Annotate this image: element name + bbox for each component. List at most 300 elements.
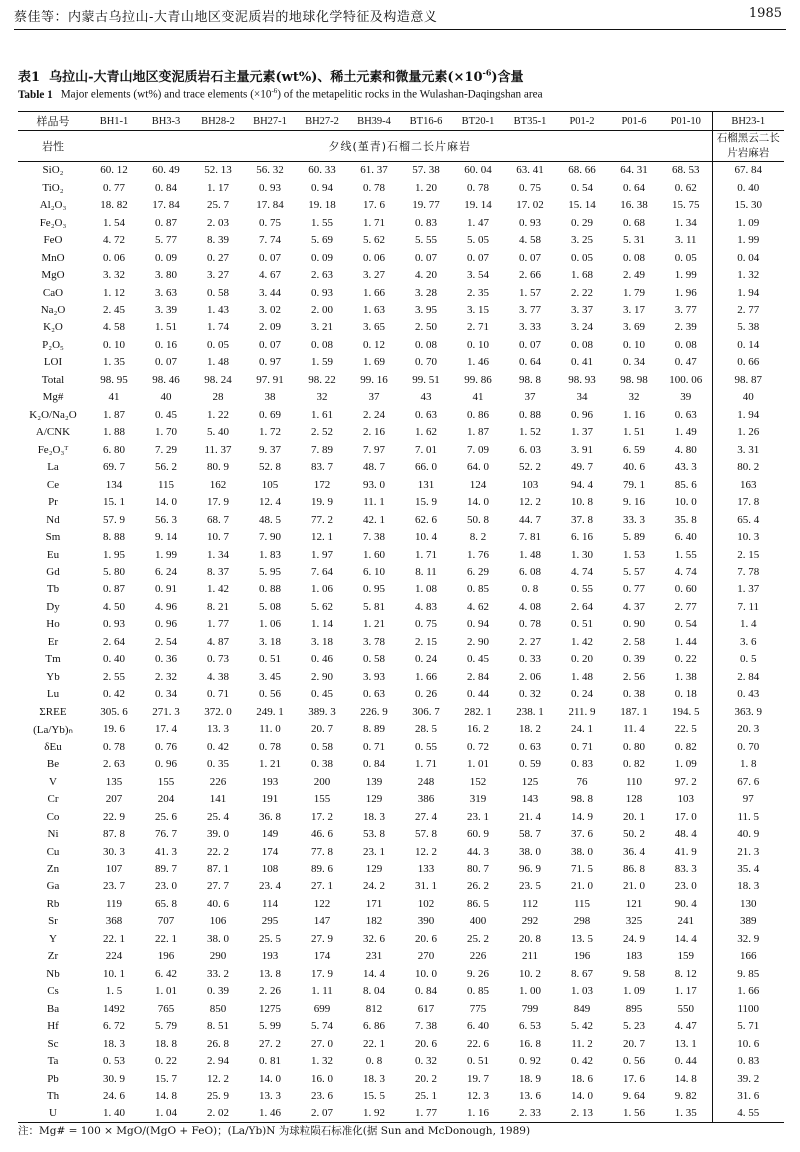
table-cell: 226 [469, 950, 487, 963]
table-cell: 23. 6 [311, 1090, 333, 1103]
table-cell: 18. 3 [363, 810, 385, 823]
table-cell: 28. 5 [415, 723, 437, 736]
table-cell: 48. 4 [674, 828, 697, 841]
table-cell: 7. 01 [415, 443, 437, 456]
table-cell: 17. 6 [363, 199, 385, 212]
table-cell: 11. 37 [204, 443, 232, 456]
row-label: La [47, 461, 59, 474]
table-row [18, 895, 784, 912]
table-cell: 13. 3 [207, 723, 229, 736]
row-label: Nd [46, 513, 60, 526]
table-cell: 41 [108, 391, 120, 404]
table-cell: 0. 93 [103, 618, 125, 631]
table-cell: 32 [628, 391, 640, 404]
table-cell: 80. 2 [712, 458, 784, 475]
table-cell: 18. 8 [155, 1037, 177, 1050]
table-cell: 19. 14 [464, 199, 492, 212]
table-cell: 0. 27 [207, 251, 229, 264]
page-number: 1985 [748, 6, 782, 21]
table-cell: 3. 32 [103, 269, 125, 282]
table-cell: 319 [469, 793, 487, 806]
table-cell: 390 [417, 915, 435, 928]
table-cell: 3. 78 [363, 635, 385, 648]
row-label: Fe₂O₃ᵀ [37, 443, 69, 456]
table-cell: 2. 50 [415, 321, 437, 334]
table-cell: 0. 41 [571, 356, 593, 369]
table-cell: 39. 2 [712, 1070, 784, 1087]
table-cell: 1. 54 [103, 216, 125, 229]
table-cell: 2. 39 [674, 321, 697, 334]
table-row [18, 843, 784, 860]
table-cell: 2. 13 [556, 1105, 608, 1122]
row-label: Cu [46, 845, 60, 858]
table-cell: 200 [313, 775, 331, 788]
table-cell: 249. 1 [256, 705, 284, 718]
table-row [18, 773, 784, 790]
table-cell: 1. 21 [363, 618, 385, 631]
table-cell: 103 [521, 478, 539, 491]
table-cell: 2. 15 [712, 546, 784, 563]
table-cell: 93. 0 [363, 478, 385, 491]
sample-number-header: 样品号 [18, 112, 88, 131]
table-cell: 11. 0 [259, 723, 281, 736]
table-cell: 6. 40 [467, 1020, 489, 1033]
row-label: P₂O₅ [42, 338, 64, 351]
table-cell: 0. 77 [103, 181, 125, 194]
table-cell: 10. 3 [712, 528, 784, 545]
table-cell: 96. 9 [519, 862, 541, 875]
sample-header: BT20-1 [452, 112, 504, 131]
table-cell: 5. 71 [712, 1017, 784, 1034]
table-cell: 3. 65 [363, 321, 385, 334]
sample-header: BH3-3 [140, 112, 192, 131]
row-label: Cr [47, 793, 59, 806]
table-cell: 3. 17 [623, 303, 645, 316]
table-cell: 0. 32 [519, 688, 541, 701]
table-cell: 2. 33 [504, 1105, 556, 1122]
table-cell: 0. 06 [103, 251, 125, 264]
table-cell: 0. 69 [259, 408, 281, 421]
table-cell: 107 [105, 862, 123, 875]
table-cell: 0. 47 [674, 356, 697, 369]
table-cell: 141 [209, 793, 227, 806]
table-cell: 0. 29 [571, 216, 593, 229]
table-cell: 0. 04 [712, 249, 784, 266]
table-cell: 4. 20 [415, 269, 437, 282]
table-cell: 23. 0 [155, 880, 177, 893]
table-cell: 97. 91 [256, 373, 284, 386]
table-row [18, 511, 784, 528]
table-cell: 10. 8 [571, 496, 593, 509]
table-cell: 36. 4 [623, 845, 645, 858]
table-cell: 174 [313, 950, 331, 963]
table-row [18, 231, 784, 248]
row-label: Sr [48, 915, 58, 928]
table-cell: 707 [157, 915, 175, 928]
table-cell: 1. 16 [623, 408, 645, 421]
table-cell: 124 [469, 478, 487, 491]
table-cell: 9. 82 [674, 1090, 697, 1103]
table-cell: 40. 6 [207, 897, 229, 910]
table-cell: 1. 51 [155, 321, 177, 334]
table-cell: 1. 06 [311, 583, 333, 596]
table-row [18, 406, 784, 423]
table-cell: 25. 9 [207, 1090, 229, 1103]
table-cell: 0. 46 [311, 653, 333, 666]
table-cell: 159 [677, 950, 694, 963]
table-cell: 1. 56 [608, 1105, 660, 1122]
table-cell: 1. 59 [311, 356, 333, 369]
table-cell: 1492 [103, 1002, 125, 1015]
table-cell: 115 [573, 897, 591, 910]
table-cell: 56. 2 [155, 461, 177, 474]
table-cell: 3. 31 [712, 441, 784, 458]
table-cell: 14. 4 [674, 932, 697, 945]
table-cell: 5. 74 [311, 1020, 333, 1033]
table-cell: 2. 77 [712, 301, 784, 318]
table-cell: 0. 97 [259, 356, 281, 369]
sample-header: BH27-1 [244, 112, 296, 131]
table-cell: 147 [313, 915, 331, 928]
table-cell: 2. 63 [103, 758, 125, 771]
running-header [14, 6, 786, 28]
table-cell: 6. 08 [519, 566, 541, 579]
table-cell: 0. 71 [571, 740, 593, 753]
table-row [18, 825, 784, 842]
row-label: Y [49, 932, 57, 945]
table-cell: 3. 24 [571, 321, 593, 334]
table-cell: 17. 2 [311, 810, 333, 823]
table-cell: 61. 37 [360, 164, 388, 177]
table-cell: 17. 4 [155, 723, 177, 736]
table-cell: 2. 64 [571, 600, 593, 613]
table-cell: 1. 09 [623, 985, 645, 998]
table-cell: 1. 71 [363, 216, 385, 229]
table-cell: 0. 09 [155, 251, 177, 264]
table-caption-cn [18, 66, 524, 85]
table-cell: 7. 64 [311, 566, 333, 579]
caption-cn-title: 乌拉山-大青山地区变泥质岩石主量元素(wt%)、稀土元素和微量元素(×10 [49, 70, 483, 85]
table-cell: 325 [625, 915, 643, 928]
table-cell: 14. 9 [571, 810, 593, 823]
table-row [18, 266, 784, 283]
table-cell: 0. 78 [519, 618, 541, 631]
table-cell: 226. 9 [360, 705, 388, 718]
table-cell: 400 [469, 915, 487, 928]
row-label: Pb [47, 1072, 59, 1085]
table-cell: 15. 1 [103, 496, 125, 509]
caption-en-title: Major elements (wt%) and trace elements (×10 [60, 88, 272, 101]
row-label: Nb [46, 967, 60, 980]
table-cell: 40. 6 [623, 461, 645, 474]
row-label: Gd [46, 566, 60, 579]
table-cell: 2. 90 [311, 670, 333, 683]
table-cell: 1. 08 [415, 583, 437, 596]
table-cell: 1. 26 [712, 424, 784, 441]
table-cell: 68. 66 [568, 164, 596, 177]
row-label: Ga [46, 880, 60, 893]
table-cell: 0. 94 [311, 181, 333, 194]
table-row [18, 808, 784, 825]
table-cell: 0. 78 [103, 740, 125, 753]
table-row [18, 581, 784, 598]
table-cell: 13. 3 [259, 1090, 281, 1103]
table-cell: 1. 17 [207, 181, 229, 194]
table-cell: 76 [576, 775, 588, 788]
table-cell: 79. 1 [623, 478, 645, 491]
table-cell: 5. 99 [259, 1020, 281, 1033]
row-label: Pr [48, 496, 58, 509]
row-label: Er [47, 635, 59, 648]
table-cell: 4. 67 [259, 269, 281, 282]
row-label: Tm [45, 653, 61, 666]
table-cell: 617 [417, 1002, 435, 1015]
table-cell: 10. 6 [712, 1035, 784, 1052]
table-cell: 6. 16 [571, 531, 593, 544]
table-cell: 33. 3 [623, 513, 645, 526]
table-cell: 20. 7 [623, 1037, 645, 1050]
table-cell: 4. 38 [207, 670, 229, 683]
table-cell: 0. 85 [467, 985, 489, 998]
table-row [18, 721, 784, 738]
table-cell: 98. 46 [152, 373, 180, 386]
table-cell: 0. 51 [467, 1055, 489, 1068]
table-cell: 3. 02 [259, 303, 281, 316]
table-cell: 386 [417, 793, 435, 806]
table-cell: 226 [209, 775, 227, 788]
table-cell: 89. 6 [311, 862, 333, 875]
table-cell: 11. 1 [363, 496, 385, 509]
table-cell: 90. 4 [674, 897, 697, 910]
table-cell: 5. 69 [311, 234, 333, 247]
table-cell: 0. 05 [674, 251, 697, 264]
table-cell: 41 [472, 391, 484, 404]
table-row [18, 179, 784, 196]
table-cell: 6. 40 [674, 531, 697, 544]
table-cell: 12. 2 [207, 1072, 229, 1085]
table-cell: 10. 0 [415, 967, 437, 980]
table-cell: 18. 3 [712, 878, 784, 895]
row-label: δEu [44, 740, 62, 753]
table-cell: 196 [573, 950, 591, 963]
table-row [18, 913, 784, 930]
table-cell: 812 [365, 1002, 383, 1015]
table-cell: 152 [469, 775, 487, 788]
table-cell: 2. 06 [519, 670, 541, 683]
table-cell: 6. 42 [155, 967, 177, 980]
table-cell: 5. 23 [623, 1020, 645, 1033]
table-cell: 1. 42 [207, 583, 229, 596]
table-cell: 238. 1 [516, 705, 544, 718]
table-cell: 0. 07 [155, 356, 177, 369]
table-cell: 9. 26 [467, 967, 489, 980]
table-cell: 0. 59 [519, 758, 541, 771]
table-cell: 106 [209, 915, 227, 928]
table-cell: 17. 84 [256, 199, 284, 212]
row-label: K₂O/Na₂O [29, 408, 77, 421]
table-cell: 9. 64 [623, 1090, 645, 1103]
row-label: SiO₂ [42, 164, 64, 177]
sample-header: BH28-2 [192, 112, 244, 131]
table-cell: 4. 50 [103, 600, 125, 613]
table-cell: 3. 33 [519, 321, 541, 334]
table-cell: 1. 09 [712, 214, 784, 231]
table-cell: 17. 84 [152, 199, 180, 212]
table-cell: 0. 56 [623, 1055, 645, 1068]
table-cell: 1. 51 [623, 426, 645, 439]
table-cell: 30. 9 [103, 1072, 125, 1085]
table-cell: 3. 54 [467, 269, 489, 282]
table-cell: 0. 84 [363, 758, 385, 771]
table-cell: 14. 8 [155, 1090, 177, 1103]
caption-en-title-end: ) of the metapelitic rocks in the Wulashan-Daqingshan area [277, 88, 543, 101]
table-cell: 0. 82 [623, 758, 645, 771]
table-cell: 4. 74 [674, 566, 697, 579]
table-cell: 83. 7 [311, 461, 333, 474]
table-cell: 1. 17 [674, 985, 697, 998]
table-cell: 14. 8 [674, 1072, 697, 1085]
table-cell: 5. 05 [467, 234, 489, 247]
table-cell: 114 [261, 897, 279, 910]
table-cell: 85. 6 [674, 478, 697, 491]
table-cell: 0. 70 [712, 738, 784, 755]
table-cell: 368 [105, 915, 123, 928]
table-cell: 1. 20 [415, 181, 437, 194]
table-cell: 1. 30 [571, 548, 593, 561]
table-cell: 1. 68 [571, 269, 593, 282]
table-cell: 3. 37 [571, 303, 593, 316]
table-cell: 194. 5 [672, 705, 700, 718]
table-cell: 15. 14 [568, 199, 596, 212]
table-cell: 9. 16 [623, 496, 645, 509]
table-cell: 1. 01 [155, 985, 177, 998]
row-label: Al₂O₃ [39, 199, 67, 212]
table-cell: 0. 63 [415, 408, 437, 421]
table-cell: 895 [625, 1002, 643, 1015]
table-cell: 7. 90 [259, 531, 281, 544]
table-cell: 0. 08 [415, 338, 437, 351]
table-cell: 0. 34 [623, 356, 645, 369]
table-cell: 4. 37 [623, 600, 645, 613]
table-cell: 12. 2 [519, 496, 541, 509]
table-cell: 35. 4 [712, 860, 784, 877]
row-label: Mg# [42, 391, 64, 404]
table-cell: 1. 37 [712, 581, 784, 598]
row-label: MnO [41, 251, 65, 264]
table-cell: 0. 63 [674, 408, 697, 421]
table-cell: 1. 47 [467, 216, 489, 229]
table-cell: 2. 32 [155, 670, 177, 683]
table-cell: 3. 80 [155, 269, 177, 282]
row-label: FeO [43, 234, 63, 247]
table-cell: 18. 3 [363, 1072, 385, 1085]
table-cell: 1100 [712, 1000, 784, 1017]
table-cell: 108 [261, 862, 279, 875]
table-cell: 799 [521, 1002, 539, 1015]
table-row [18, 1035, 784, 1052]
table-cell: 23. 1 [467, 810, 489, 823]
table-cell: 292 [521, 915, 539, 928]
table-cell: 37. 8 [571, 513, 593, 526]
table-cell: 24. 9 [623, 932, 645, 945]
table-cell: 2. 49 [623, 269, 645, 282]
table-cell: 0. 80 [623, 740, 645, 753]
table-cell: 77. 8 [311, 845, 333, 858]
table-cell: 1. 49 [674, 426, 697, 439]
table-cell: 3. 27 [207, 269, 229, 282]
table-cell: 1275 [259, 1002, 281, 1015]
table-cell: 98. 22 [308, 373, 336, 386]
table-cell: 14. 0 [571, 1090, 593, 1103]
table-cell: 26. 2 [467, 880, 489, 893]
table-cell: 0. 84 [415, 985, 437, 998]
table-cell: 0. 05 [571, 251, 593, 264]
table-cell: 166 [712, 948, 784, 965]
table-cell: 3. 44 [259, 286, 281, 299]
table-cell: 5. 95 [259, 566, 281, 579]
table-row [18, 930, 784, 947]
table-cell: 17. 8 [712, 493, 784, 510]
table-cell: 0. 08 [674, 338, 697, 351]
table-cell: 207 [105, 793, 123, 806]
table-cell: 87. 1 [207, 862, 229, 875]
table-cell: 22. 1 [155, 932, 177, 945]
table-cell: 129 [365, 862, 383, 875]
row-label: Hf [47, 1020, 59, 1033]
table-cell: 174 [261, 845, 279, 858]
table-cell: 2. 66 [519, 269, 541, 282]
table-cell: 99. 51 [412, 373, 440, 386]
table-cell: 38. 0 [571, 845, 593, 858]
table-cell: 10. 2 [519, 967, 541, 980]
table-row [18, 249, 784, 266]
table-cell: 0. 81 [259, 1055, 281, 1068]
table-cell: 56. 3 [155, 513, 177, 526]
table-cell: 20. 7 [311, 723, 333, 736]
table-cell: 211 [521, 950, 539, 963]
table-cell: 0. 88 [519, 408, 541, 421]
table-cell: 0. 55 [571, 583, 593, 596]
table-cell: 3. 77 [674, 303, 697, 316]
table-cell: 1. 74 [207, 321, 229, 334]
table-cell: 0. 09 [311, 251, 333, 264]
table-cell: 0. 07 [467, 251, 489, 264]
table-cell: 36. 8 [259, 810, 281, 823]
geochemistry-table [18, 111, 784, 1123]
caption-en-exponent: -6 [271, 87, 278, 95]
table-cell: 33. 2 [207, 967, 229, 980]
table-cell: 23. 0 [674, 880, 697, 893]
sample-header: BT16-6 [400, 112, 452, 131]
table-cell: 163 [712, 476, 784, 493]
row-label: Zr [47, 950, 59, 963]
table-cell: 9. 37 [259, 443, 281, 456]
table-cell: 1. 32 [311, 1055, 333, 1068]
table-cell: 12. 3 [467, 1090, 489, 1103]
table-cell: 44. 3 [467, 845, 489, 858]
table-cell: 41. 3 [155, 845, 177, 858]
table-cell: 3. 45 [259, 670, 281, 683]
table-cell: 0. 86 [467, 408, 489, 421]
table-cell: 0. 40 [103, 653, 125, 666]
table-cell: 1. 00 [519, 985, 541, 998]
table-cell: 0. 07 [415, 251, 437, 264]
table-cell: 16. 2 [467, 723, 489, 736]
table-cell: 25. 4 [207, 810, 229, 823]
table-row [18, 476, 784, 493]
table-cell: 19. 6 [103, 723, 125, 736]
table-cell: 1. 66 [712, 983, 784, 1000]
